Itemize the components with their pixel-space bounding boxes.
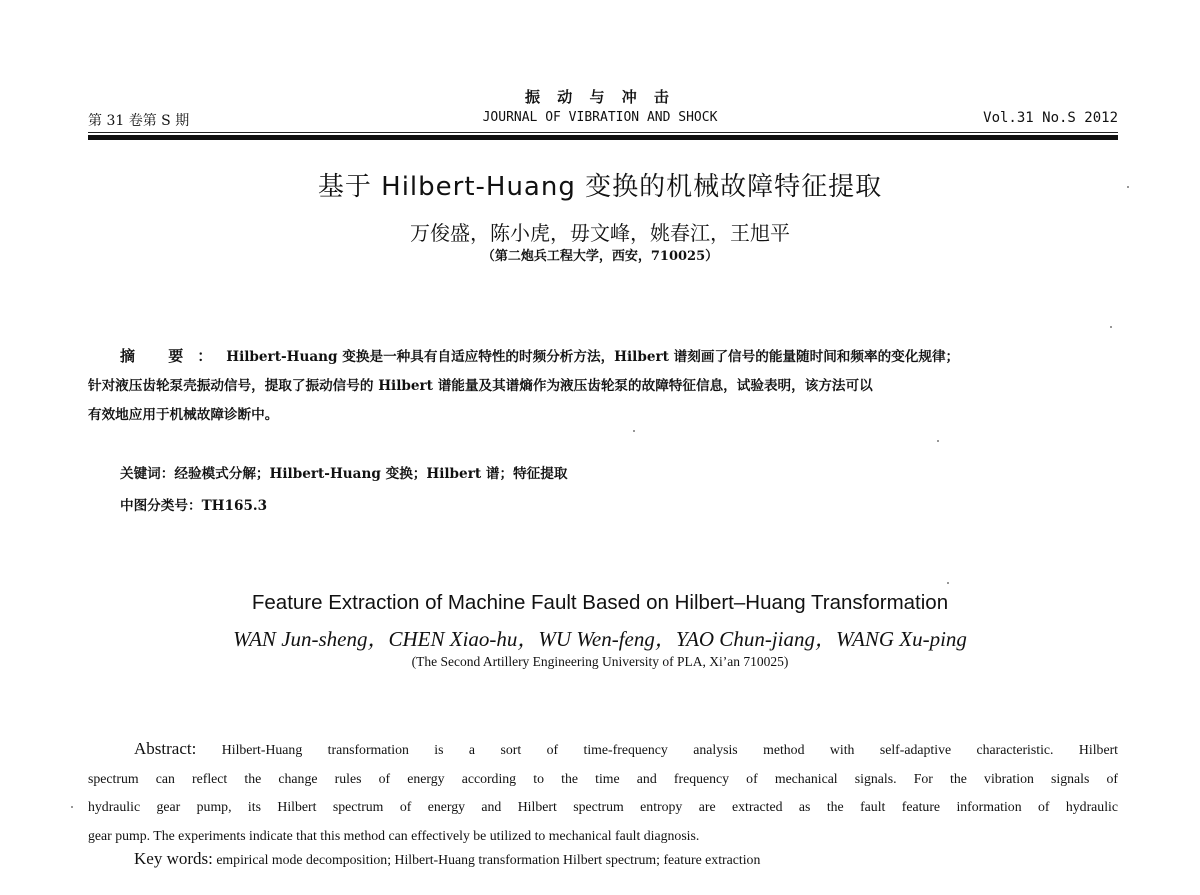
keywords-cn-label: 关键词： [120, 466, 175, 482]
scan-speck [947, 582, 949, 584]
volume-issue-cn: 第 31 卷第 S 期 [88, 113, 190, 129]
abstract-en-label: Abstract: [134, 739, 197, 758]
header-rule-thin [88, 132, 1118, 133]
header-rule-thick [88, 135, 1118, 140]
abstract-cn-line-3: 有效地应用于机械故障诊断中。 [88, 407, 279, 423]
keywords-en-label: Key words: [134, 849, 213, 868]
affiliation-cn: （第二炮兵工程大学，西安，710025） [481, 249, 719, 264]
abstract-en-line-3: hydraulic gear pump, its Hilbert spectrum of energy and Hilbert spectrum entropy are extracted as the fault feature information of hydraulic [88, 799, 1118, 814]
classification-cn [120, 490, 567, 522]
classification-cn-value: TH165.3 [201, 498, 268, 514]
paper-title-en: Feature Extraction of Machine Fault Based on Hilbert–Huang Transformation [251, 591, 949, 614]
authors-cn: 万俊盛，陈小虎，毋文峰，姚春江，王旭平 [410, 221, 790, 245]
volume-issue-en: Vol.31 No.S 2012 [983, 110, 1118, 126]
keywords-cn-value: 经验模式分解；Hilbert-Huang 变换；Hilbert 谱；特征提取 [174, 466, 568, 482]
journal-name-cn: 振 动 与 冲 击 [525, 88, 675, 106]
keywords-en-value: empirical mode decomposition; Hilbert-Huang transformation Hilbert spectrum; feature extraction [216, 852, 761, 867]
abstract-en [88, 735, 1118, 850]
affiliation-en: (The Second Artillery Engineering University of PLA, Xi’an 710025) [411, 654, 789, 669]
scan-speck [1110, 326, 1112, 328]
abstract-cn [88, 342, 1118, 430]
scan-speck [937, 440, 939, 442]
authors-en: WAN Jun-sheng，CHEN Xiao-hu，WU Wen-feng，YAO Chun-jiang，WANG Xu-ping [233, 627, 967, 651]
abstract-cn-label: 摘 要： [120, 347, 227, 365]
scan-speck [633, 430, 635, 432]
classification-cn-label: 中图分类号： [120, 498, 202, 514]
journal-name-en: JOURNAL OF VIBRATION AND SHOCK [482, 110, 718, 125]
scan-speck [1127, 186, 1129, 188]
abstract-cn-line-1: 摘 要：Hilbert-Huang 变换是一种具有自适应特性的时频分析方法，Hilbert 谱刻画了信号的能量随时间和频率的变化规律； [120, 347, 960, 365]
abstract-cn-line-2: 针对液压齿轮泵壳振动信号，提取了振动信号的 Hilbert 谱能量及其谱熵作为液压齿轮泵的故障特征信息，试验表明，该方法可以 [88, 378, 873, 394]
abstract-en-line-4: gear pump. The experiments indicate that this method can effectively be utilized to mechanical fault diagnosis. [88, 827, 700, 843]
keywords-cn [120, 458, 567, 490]
scan-speck [71, 806, 73, 808]
paper-title-cn: 基于 Hilbert-Huang 变换的机械故障特征提取 [317, 172, 883, 202]
keywords-en [134, 849, 760, 869]
metadata-cn [120, 458, 567, 522]
abstract-en-line-2: spectrum can reflect the change rules of energy according to the time and frequency of mechanical signals. For the vibration signals of [88, 770, 1118, 786]
abstract-en-line-1: Abstract: Hilbert-Huang transformation is a sort of time-frequency analysis method with self-adaptive characteristic. Hilbert [88, 735, 1118, 765]
